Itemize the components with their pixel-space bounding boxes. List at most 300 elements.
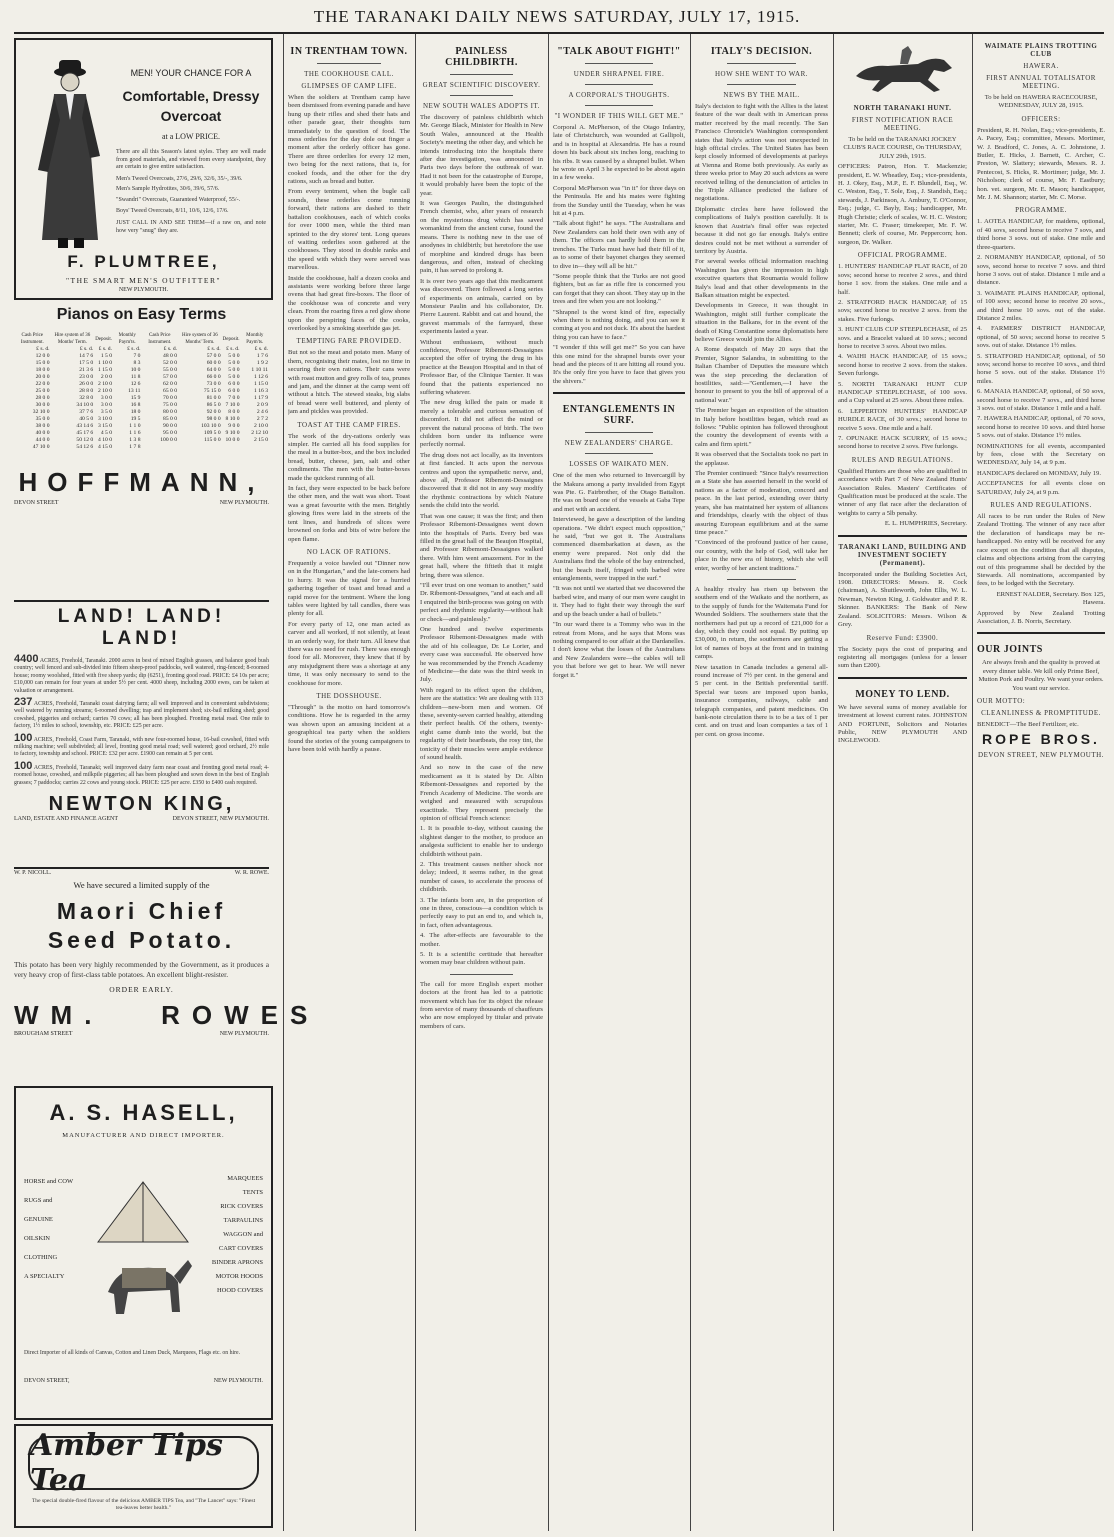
paragraph: "Some people think that the Turks are not good fighters, but as far as rifle fire is concerned you can forget that they can shoot. They stay up in the trees and fire when you are not looking." [553, 272, 685, 306]
trotting-sub: FIRST ANNUAL TOTALISATOR MEETING. [986, 74, 1096, 90]
paragraph: It is over two years ago that this medicament was discovered. There followed a long series of experiments on animals, carried on by Monsieur Paulin and his collaborator, Dr. Pierre Laurent. Rabbit and cat and hound, the gravest mammals of the farmyard, these experiments lasted a year. [420, 277, 543, 336]
paragraph: Inside the cookhouse, half a dozen cooks and assistants were working before three large ovens that had great fire-boxes. The floor of the cookhouse was of concrete and very clean. From the roaring fires a red glow shone upon the perspiring faces of the cooks, overlooked by a smoking steerhide gas jet. [288, 274, 410, 332]
price-table-cell: 10 0 [130, 367, 141, 373]
hoffmann-name: HOFFMANN, [18, 467, 265, 497]
seed-potato-advertisement [14, 870, 320, 1080]
motto-label: OUR MOTTO: [977, 696, 1026, 705]
land-entry [14, 653, 269, 695]
price-table-cell: 75 15 0 [203, 388, 221, 394]
price-table-cell: 70 0 0 [163, 395, 178, 401]
article-subheading: NEW ZEALANDERS' CHARGE. [564, 439, 674, 448]
price-table-cell: 13 11 [128, 388, 141, 394]
price-table-cell: 44 0 0 [35, 437, 50, 443]
paragraph: One of the men who returned to Invercargill by the Makura among a party invalided from Egypt was Pte. G. Fairbrother, of the Otago Battalion. He was on board one of the vessels at Gaba Tepe and met with an accident. [553, 472, 685, 513]
price-table-cell: 9 0 0 [228, 423, 240, 429]
plumtree-item: Boys' Tweed Overcoats, 8/11, 10/6, 12/6, 17/6. [116, 207, 229, 214]
plumtree-advertisement [14, 38, 273, 300]
price-table-cell: 109 5 0 [203, 430, 221, 436]
hasell-right-item: BINDER APRONS [211, 1259, 263, 1266]
price-table-cell: 8 0 0 [228, 409, 240, 415]
paragraph: "It was not until we started that we discovered the barbed wire, and many of our men were caught in it. They had to fight their way through the surf and up the beach under a hail of bullets." [553, 585, 685, 618]
column-divider [690, 34, 691, 1531]
paragraph: With regard to its effect upon the children, here are the statistics: We are dealing with 113 children—new-born men and women. Of these, seventy-seven carried healthy, attending their perfect health. Of the others, twenty-eight came dumb into the world, but the regularity of their heartbeats, the rosy tint, the tonicity of their muscles were ample evidence of sound health. [420, 686, 543, 762]
paragraph: The discovery of painless childbirth which Mr. George Black, Minister for Health in New South Wales, announced at the Health Society's meeting the other day, and which he intends introducing into the hospitals there after due investigation, was announced in Paris two days before the outbreak of war. Had it not been for the catastrophe of Europe, it would probably have been the topic of the year. [420, 114, 543, 197]
price-table-cell: 2 0 0 [100, 374, 112, 380]
paragraph: The work of the dry-rations orderly was simpler. He carried all his food supplies for the meal in a butter-box, and the box included bread, butter, cheese, jam, salt and other condiments. The men with the butter-boxes made the quickest running of all. [288, 432, 410, 482]
paragraph: The Premier continued: "Since Italy's resurrection as a State she has asserted herself in the world of nations as a factor of moderation, concord and peace. In the last period, extending over thirty years, she has maintained her system of alliances and friendships, clearly with the object of thus assuring European equilibrium and at the same time peace." [695, 470, 828, 536]
land-entry-acres: 237 [14, 696, 33, 709]
price-table-cell: 1 3 8 [129, 437, 141, 443]
north-taranaki-hunt-advertisement [838, 36, 967, 1530]
butcher-footer: BENEDICT—The Beef Fertilizer, etc. [977, 720, 1079, 728]
price-table-cell: 3 0 0 [100, 402, 112, 408]
price-table-cell: 3 10 0 [98, 416, 112, 422]
newton-king-agent: LAND, ESTATE AND FINANCE AGENT [14, 816, 119, 823]
price-table-cell: 3 0 0 [100, 395, 112, 401]
article-subheading: UNDER SHRAPNEL FIRE. [573, 70, 665, 78]
paragraph: Developments in Greece, it was thought in Washington, might still further complicate the situation in the Balkans, for in the event of the death of King Constantine some diplomatists here believe Greece would join the Allies. [695, 302, 828, 343]
column-divider [283, 34, 284, 1531]
paragraph: It was Georges Paulin, the distinguished French chemist, who, after years of research on the mysterious drug which has saved womankind from the ancient curse, found the means. There is nothing new in the use of anodynes in childbirth; but heretofore the use of morphine and kindred drugs has been dangerous, and often, instead of checking pain, it has served to prolong it. [420, 200, 543, 275]
hasell-right-item: TENTS [242, 1189, 263, 1196]
hasell-footer: Direct Importer of all kinds of Canvas, Cotton and Linen Duck, Marquees, Flags etc. on hire. [24, 1350, 241, 1356]
article-painless-childbirth [420, 36, 543, 1530]
race-officers: OFFICERS: Patron, Hon. T. Mackenzie; president, E. W. Wheatley, Esq.; vice-presidents, H. J. Okey, Esq., M.P., E. F. Blundell, Esq., W. C. Weston, Esq., T. Sole, Esq., J. Standish, Esq.; stewards, J. Parkinson, A. Ambury, T. O'Connor, Esq.; judge, C. Bayly, Esq.; handicapper, Mr. Hugh Christie; clerk of scales, W. H. C. Weston; starter, Mr. C. Fraser; timekeeper, Mr. F. W. Bennett; clerk of course, Mr. Peppercorn; hon. surgeon, Dr. Walker. [838, 163, 967, 246]
newton-king-land-advertisement [14, 600, 269, 869]
land-entry-text: ACRES, Freehold, Taranaki. 2000 acres in best of mixed English grasses, and balance good bush country; well fenced and sub-divided into fifteen sheep-proof paddocks, well watered, ring-fenced; 8-roomed house; roomy woolshed, fitted with five sheep yards; dip (6251), fronting good road. PRICE: £4 10s per acre; £10,000 can remain for four years at under 5½ per cent. 4000 sheep, including 2000 ewes, can be taken at valuation or arrangement. [14, 658, 269, 694]
plumtree-item: Men's Tweed Overcoats, 27/6, 29/6, 32/6, 35/-, 39/6. [116, 175, 243, 182]
horse-and-tent-illustration [88, 1172, 198, 1332]
price-table-cell: 6 0 0 [228, 381, 240, 387]
rules-text: All races to be run under the Rules of New Zealand Trotting. The winner of any race after the declaration of handicaps may be re-handicapped. No entry will be received for any race except on the condition that all disputes, claims and objections arising from the carrying out of this programme shall be decided by the Stewards. All nominations, accompanied by fees, to be lodged with the Secretary. [977, 513, 1105, 588]
price-table-cell: 1 7 8 [129, 444, 141, 450]
price-table-row [14, 430, 269, 437]
price-table-cell: 25 0 0 [35, 388, 50, 394]
piano-price-table [14, 332, 269, 451]
land-heading: LAND! LAND! LAND! [57, 606, 226, 649]
price-table-row [14, 374, 269, 381]
trotting-approved: Approved by New Zealand Trotting Association, J. B. Norris, Secretary. [977, 609, 1105, 625]
article-quote: "I WONDER IF THIS WILL GET ME." [554, 112, 684, 120]
price-table-cell: 2 7 2 [256, 416, 268, 422]
trotting-heading: WAIMATE PLAINS TROTTING CLUB [984, 42, 1098, 58]
man-in-overcoat-illustration [26, 60, 108, 250]
price-table-cell: 62 0 0 [163, 381, 178, 387]
price-table-cell: 5 0 0 [228, 374, 240, 380]
price-table-cell: 28 0 0 [35, 395, 50, 401]
price-table-cell: 38 0 0 [35, 423, 50, 429]
reserve-fund: Reserve Fund: £3900. [866, 633, 939, 642]
column-divider [548, 34, 549, 1531]
price-table-cell: 7 10 0 [225, 402, 240, 408]
paragraph: "Convinced of the profound justice of her cause, our country, with the help of God, will take her place in the new era of history, which she will enter, worthy of her ancient traditions." [695, 539, 828, 572]
land-society-body: Incorporated under the Building Societies Act, 1908. DIRECTORS: Messrs. R. Cock (chairman), A. Shuttleworth, John Ellis, W. L. Newman, Newton King, J. Goldwater and P. R. Skinner. BANKERS: The Bank of New Zealand. SOLICITORS: Messrs. Wilson & Grey. [838, 570, 967, 629]
paragraph: 3. The infants born are, in the proportion of one in three, conscious—a condition which is perfectly easy to put an end to, and which is, in fact, often advantageous. [420, 896, 543, 929]
price-table-cell: 85 0 0 [163, 416, 178, 422]
paragraph: Corporal A. McPherson, of the Otago Infantry, late of Christchurch, was wounded at Gallipoli, and is in hospital at Alexandria. He has a round down his back about six inches long, reaching to his ribs. It was caused by a shrapnel bullet. When he wrote on April 3 he expected to be about again in a few weeks. [553, 124, 685, 182]
newton-king-address: DEVON STREET, NEW PLYMOUTH. [172, 816, 269, 823]
price-table-cell: 32 10 0 [32, 409, 50, 415]
price-table-cell: 43 14 6 [76, 423, 94, 429]
price-table-cell: 1 17 9 [254, 395, 268, 401]
price-table-cell: 4 15 0 [98, 444, 112, 450]
paragraph: The new drug killed the pain or made it merely a tolerable and curious sensation of discomfort. It did not affect the mind or prevent the natural process of birth. The two children born under its influence were perfectly normal. [420, 399, 543, 449]
masthead-rule [14, 32, 1104, 34]
race-intro: To be held on the TARANAKI JOCKEY CLUB'S RACE COURSE, On THURSDAY, JULY 29th, 1915. [843, 136, 962, 160]
price-table-header: Cash Price Instrument. [20, 333, 44, 345]
section-heading: THE DOSSHOUSE. [316, 692, 382, 700]
paragraph: Frequently a voice bawled out "Dinner now on in the Hungarian," and the late-comers had to hurry. It was the signal for a hurried gathering together of toast and bread and a rapid move for the tentment. Where the long tables were lighted by tall candles, there was plenty for all. [288, 559, 410, 618]
price-table-cell: 1 10 11 [251, 367, 268, 373]
section-heading: TOAST AT THE CAMP FIRES. [297, 420, 401, 429]
price-table-cell: 10 0 0 [225, 437, 240, 443]
price-table-header: Hire system of 36 Months' Term. [54, 333, 91, 345]
rowes-name: WM. ROWES [14, 1000, 320, 1030]
paragraph: "I'll ever trust on one woman to another," said Dr. Ribemont-Dessaignes, "and at each and all I enquired the birth-process was going on with perfect and rhythmic regularity—without halt or check—and painlessly." [420, 581, 543, 623]
price-table-cell: 22 0 0 [35, 381, 50, 387]
price-table-header: Monthly Paym'ts. [246, 333, 264, 345]
hasell-right-item: WAGGON and [223, 1231, 263, 1238]
price-table-cell: 4 5 0 [100, 430, 112, 436]
price-table-cell: 35 0 0 [35, 416, 50, 422]
price-table-row [14, 367, 269, 374]
price-table-cell: 92 0 0 [206, 409, 221, 415]
price-table-cell: 12 0 0 [35, 353, 50, 359]
land-entry-acres: 100 [14, 759, 33, 772]
race-entry: 4. FARMERS' DISTRICT HANDICAP, optional, of 50 sovs; second horse to receive 5 sovs. out of stake. Distance 1½ miles. [977, 325, 1105, 350]
price-table-cell: 54 12 6 [76, 444, 94, 450]
price-table-cell: 2 4 6 [256, 409, 268, 415]
hasell-right-item: MARQUEES [227, 1175, 263, 1182]
price-table-row [14, 437, 269, 444]
article-italys-decision [695, 36, 828, 1530]
rules-text: Qualified Hunters are those who are qualified in accordance with Part 7 of New Zealand Hunts' Association Rules. Masters' Certificates of Qualification must be produced at the scale. The winner of any flat race after the declaration of weights to carry a 5lb penalty. [838, 467, 967, 517]
price-table-row [14, 388, 269, 395]
price-table-cell: 1 16 3 [254, 388, 268, 394]
seed-order: ORDER EARLY. [109, 985, 174, 994]
masthead [0, 0, 1114, 34]
price-table-cell: 80 0 0 [163, 409, 178, 415]
price-table-cell: 15 0 0 [35, 360, 50, 366]
price-table-header: Monthly Paym'ts. [118, 333, 136, 345]
price-table-cell: 8 3 [133, 360, 141, 366]
price-table-cell: £ s. d. [207, 346, 221, 352]
plumtree-body: There are all this Season's latest styles. They are well made from good materials, and viewed from every standpoint, they are certain to give entire satisfaction. [116, 149, 266, 171]
price-table-cell: £ s. d. [254, 346, 268, 352]
paragraph: For every party of 12, one man acted as carver and all worked, if not silently, at least in an orderly way, for their turn. All knew that there was no need for rush. There was enough food for all. Moreover, they knew that if by any misjudgment there was a shortage at any time, it was only necessary to send to the cookhouse for more. [288, 620, 410, 687]
price-table-cell: 103 10 0 [201, 423, 221, 429]
race-entry: 7. HAWERA HANDICAP, optional, of 70 sovs, second horse to receive 10 sovs. and third horse 5 sovs. out of stake. Distance 1½ miles. [977, 415, 1105, 440]
price-table-cell: 1 15 0 [98, 367, 112, 373]
race-entry: 7. OPUNAKE HACK SCURRY, of 15 sovs.; second horse to receive 2 sovs. Five furlongs. [838, 435, 967, 451]
nominations: NOMINATIONS for all events, accompanied by fees, close with the Secretary on WEDNESDAY, July 14, at 9 p.m. [977, 442, 1105, 467]
hasell-left-item: GENUINE [24, 1216, 53, 1223]
race-entry: 5. STRATFORD HANDICAP, optional, of 50 sovs; second horse to receive 10 sovs., and third horse 5 sovs. out of the stake. Distance 1½ miles. [977, 352, 1105, 385]
price-table-cell: 98 0 0 [206, 416, 221, 422]
land-society-heading: TARANAKI LAND, BUILDING AND INVESTMENT SOCIETY (Permanent). [838, 542, 967, 567]
column-divider [833, 34, 834, 1531]
race-entry: 6. LEPPERTON HUNTERS' HANDICAP HURDLE RACE, of 30 sovs.; second horse to receive 5 sovs. One mile and a half. [838, 407, 967, 432]
price-table-cell: 1 1 6 [129, 430, 141, 436]
plumtree-name: F. PLUMTREE, [67, 252, 220, 271]
price-table-row [14, 444, 269, 451]
seed-line1: Maori Chief [56, 898, 227, 924]
price-table-cell: 18 0 [130, 409, 141, 415]
land-entry [14, 696, 269, 731]
price-table-header: Deposit. [222, 336, 240, 342]
money-to-lend-heading: MONEY TO LEND. [855, 688, 950, 700]
price-table-cell: 37 7 6 [79, 409, 94, 415]
price-table-row [14, 409, 269, 416]
article-subheading: GREAT SCIENTIFIC DISCOVERY. [422, 81, 541, 89]
trotting-sub: HAWERA. [1023, 62, 1059, 70]
column-divider [415, 34, 416, 1531]
seed-intro: We have secured a limited supply of the [73, 880, 210, 890]
article-heading: ITALY'S DECISION. [710, 46, 813, 57]
hasell-left-item: CLOTHING [24, 1254, 58, 1261]
plumtree-town: NEW PLYMOUTH. [118, 287, 169, 293]
price-table-row [14, 353, 269, 360]
article-heading: IN TRENTHAM TOWN. [290, 46, 408, 57]
newton-king-name: NEWTON KING, [48, 793, 235, 816]
price-table-cell: 50 12 0 [76, 437, 94, 443]
price-table-cell: 28 8 0 [79, 388, 94, 394]
hasell-left-item: RUGS and [24, 1197, 53, 1204]
price-table-cell: 65 0 0 [163, 388, 178, 394]
race-entry: 1. HUNTERS' HANDICAP FLAT RACE, of 20 sovs; second horse to receive 2 sovs., and third horse 1 sov. from the stakes. One mile and a half. [838, 263, 967, 296]
paragraph: 5. It is a scientific certitude that hereafter women may bear children without pain. [420, 951, 543, 967]
price-table-cell [222, 444, 241, 451]
land-entry [14, 759, 269, 787]
hasell-left-list [24, 1172, 73, 1286]
race-heading: NORTH TARANAKI HUNT. [853, 104, 952, 112]
paragraph: 1. It is possible to-day, without causing the slightest danger to the mother, to produce an analgesia sufficient to enable her to undergo childbirth without pain. [420, 825, 543, 858]
race-entry: 6. MANAIA HANDICAP, optional, of 50 sovs, second horse to receive 7 sovs., and third horse 3 sovs. out of stake. Distance 1 mile and a half. [977, 388, 1105, 412]
officers-text: President, R. H. Nolan, Esq.; vice-presidents, E. A. Pacey, Esq.; committee, Messrs. Mortimer, W. J. Bradford, C. Jones, A. C. Johnstone, J. Butler, E. Hicks, J. Barnett, C. Archer, C. Preston, W. Slattery; stewards, Messrs. R. J. Pentecost, S. Hicks, R. Mortimer; judge, Mr. J. Nicholson; clerk of course, Mr. F. Eastbury; hon. vet. surgeon, Mr. E. Mason; handicapper, Mr. J. M. Shannon; starter, Mr. C. Morse. [977, 126, 1105, 202]
price-table-cell: 48 0 0 [163, 353, 178, 359]
price-table-row [14, 381, 269, 388]
price-table-cell: 95 0 0 [163, 430, 178, 436]
land-entry [14, 731, 269, 759]
handicaps: HANDICAPS declared on MONDAY, July 19. [977, 469, 1101, 477]
race-entry: 3. HUNT CLUB CUP STEEPLECHASE, of 25 sovs. and a Bracelet valued at 10 sovs.; second horse to receive 3 sovs. About two miles. [838, 326, 967, 350]
rowes-town: NEW PLYMOUTH. [219, 1031, 269, 1037]
hasell-town: NEW PLYMOUTH. [213, 1378, 263, 1384]
price-table-row [14, 423, 269, 430]
price-table-cell: 18 0 0 [35, 367, 50, 373]
paragraph: A healthy rivalry has risen up between the southern end of the Waikato and the northern, as to the supply of funds for the Waitemata Fund for Wounded Soldiers. The southerners state that the northerners had put up a record of £21,000 for a day, which they could not equal. By putting up £30,000, in return, the southerners are getting a lot of names of boys at the front and in training camps. [695, 585, 828, 661]
land-entry-text: ACRES, Freehold, Coast Farm, Taranaki, with new four-roomed house, 16-bail cowshed, fitted with milking machine; well subdivided; all level, fronting good metal road; well watered; good orchard, 2½ mile to factory, township and school. PRICE: £32 per acre. £1900 can remain at 5 per cent. [14, 736, 269, 758]
paragraph: "In our ward there is a Tommy who was in the retreat from Mons, and he says that Mons was nothing compared to our affair at the Dardanelles. I don't know what the losses of the Australians and New Zealanders were—the cables will tell you that before we get to hear. We will never forget it." [553, 621, 685, 679]
price-table-cell: 86 5 0 [206, 402, 221, 408]
rope-bros-address: DEVON STREET, NEW PLYMOUTH. [978, 751, 1104, 760]
land-entry-text: ACRES, Freehold, Taranaki; well improved dairy farm near coast and fronting good metal road; 4-roomed house, cowshed, and milkpile piggeries; all has been ploughed and sown down in the best of English grasses; 7 paddocks; carries 22 cows and young stock. PRICE: £25 per acre. £350 to £400 cash required. [14, 764, 269, 786]
paragraph: Corporal McPherson was "in it" for three days on the Peninsula. He and his mates were fighting from the Sunday until the Tuesday, when he was hit at 4 p.m. [553, 184, 685, 218]
price-table-cell: 3 5 0 [100, 409, 112, 415]
paragraph: "Through" is the motto on hard tomorrow's conditions. How he is regarded in the army was shown upon an amusing incident at a geographical tea party when the soldiers found the stories of the young campaigners to have been told with hardly a pause. [288, 704, 410, 754]
paragraph: "Talk about fight!" he says. "The Australians and New Zealanders can hold their own with any of them. The officers can hardly hold them in the trenches. The Turks must have had their fill of it, as to some of their bayonet charges they seemed to dive in—they will all be hit." [553, 220, 685, 270]
price-table-cell: 64 0 0 [206, 367, 221, 373]
paragraph: A Rome despatch of May 20 says that the Premier, Signor Salandra, in submitting to the Italian Chamber of Deputies the measure which was the step preceding the declaration of hostilities, said:—"Gentlemen,—I have the honour to present to you the bill of approval of a national war." [695, 346, 828, 404]
trotting-secretary: ERNEST NALDER, Secretary. Box 125, Hawera. [996, 590, 1105, 607]
price-table-cell: 12 6 [130, 381, 141, 387]
amber-tips-footer: The special double-fired flavour of the delicious AMBER TIPS Tea, and "The Lancet" says: "Finest tea-leaves better health." [31, 1498, 256, 1511]
price-table-cell: 57 0 0 [206, 353, 221, 359]
price-table-header: Cash Price Instrument. [148, 333, 172, 345]
price-table-cell: 57 0 0 [163, 374, 178, 380]
paragraph: The Premier began an exposition of the situation in Italy before hostilities began, which read as follows: "Public opinion has followed throughout the country the development of events with a calm and firm spirit." [695, 407, 828, 448]
paragraph: Italy's decision to fight with the Allies is the latest feature of the war dealt with in American press matter received by the mail recently. The San Francisco Chronicle's Washington correspondent states that Italy's action was not unexpected in high official circles. The United States has been kept closely informed of developments at parleys at Vienna and Rome both previously. As early as three weeks prior to May 20 such advices as were received telling of the denunciation of articles in the Triple Alliance predicted the failure of negotiations. [695, 103, 828, 203]
price-table-cell: 32 8 0 [79, 395, 94, 401]
seed-right-name: W. R. ROWE. [234, 870, 269, 876]
race-entry: 3. WAIMATE PLAINS HANDICAP, optional, of 100 sovs; second horse to receive 20 sovs., and third horse 10 sovs. out of the stake. Distance 2 miles. [977, 289, 1105, 322]
paragraph: Interviewed, he gave a description of the landing operations. "We didn't expect much opposition," he said, "but we got it. The Australians commenced disembarkation at dawn, as the enemy were prepared. Not only did the Australians find the whole of the bay entrenched, but the beach itself, fringed with barbed wire entanglements, were trapped in the surf." [553, 516, 685, 583]
paragraph: The drug does not act locally, as its inventors at first fancied. It acts upon the nervous centres and upon the sympathetic nerve, and, above all, Professor Ribemont-Dessaignes discovered that it did not in any way modify the rhythmic contractions by which Nature sends the child into the world. [420, 451, 543, 510]
price-table-cell: 1 9 2 [256, 360, 268, 366]
plumtree-line2: Comfortable, Dressy [122, 88, 260, 104]
section-heading: NO LACK OF RATIONS. [306, 547, 392, 556]
price-table-cell: 8 10 0 [225, 416, 240, 422]
money-to-lend-body: We have several sums of money available for investment at lowest current rates. JOHNSTON AND FORTUNE, Solicitors and Notaries Public, NEW PLYMOUTH AND INGLEWOOD. [838, 703, 967, 745]
price-table-header: Hire system of 36 Months' Term. [182, 333, 218, 345]
rope-bros-name: ROPE BROS. [982, 731, 1100, 748]
paragraph: It was observed that the Socialists took no part in the applause. [695, 451, 828, 467]
seed-left-name: W. P. NICOLL. [14, 870, 52, 876]
price-table-cell: £ s. d. [127, 346, 141, 352]
paragraph: From every tentment, when the bugle call sounds, these orderlies come running forward, their rations are dashed to their battalion cookhouses, each of which cooks for over 1000 men, while the third man sprinted to the dry stores' tent. Long queues of waiting orderlies soon gathered at the cookhouses. They stood in double ranks and the speed with which they were served was marvellous. [288, 188, 410, 272]
article-heading: "TALK ABOUT FIGHT!" [557, 46, 681, 57]
plumtree-line3: Overcoat [160, 108, 222, 124]
hasell-left-item: OILSKIN [24, 1235, 50, 1242]
hasell-street: DEVON STREET, [24, 1378, 70, 1384]
price-table-cell: 20 0 0 [35, 374, 50, 380]
price-table-cell: 21 3 6 [79, 367, 94, 373]
plumtree-item: "Swandri" Overcoats, Guaranteed Waterproof, 55/-. [116, 196, 241, 203]
price-table-header: Deposit. [95, 336, 112, 342]
paragraph: New taxation in Canada includes a general all-round increase of 7½ per cent. in the general and 5 per cent. in the British preferential tariff. Special war taxes are imposed upon banks, insurance companies, railways, cable and telegraph companies, and patent medicines. On bank-note circulation there is to be a tax of 1 per cent. and on trust and loan companies a tax of 1 per cent. on gross income. [695, 663, 828, 738]
paragraph: 2. This treatment causes neither shock nor delay; indeed, it seems rather, in the great number of cases, to accelerate the process of childbirth. [420, 860, 543, 894]
price-table-cell: 9 10 0 [225, 430, 240, 436]
price-table-cell: 1 7 6 [256, 353, 268, 359]
amber-tips-tea-advertisement [14, 1424, 273, 1528]
price-table-cell: 66 0 0 [206, 374, 221, 380]
price-table-cell: 26 0 0 [79, 381, 94, 387]
price-table-cell: 2 10 0 [98, 381, 112, 387]
hasell-right-item: CART COVERS [218, 1245, 263, 1252]
land-entry-text: ACRES, Freehold, Taranaki coast dairying farm; all well improved and in convenient subdivisions; well watered by running streams; 6-roomed dwelling; trap and implement shed; six-bail milking shed; good cowshed, piggeries and orchard; carries 70 cows; all has been ploughed. Fronting metal road. One mile to factory, 1½ miles to school, township, etc. PRICE: £25 per acre. [14, 701, 269, 730]
price-table-cell: 4 10 0 [98, 437, 112, 443]
land-entry-acres: 4400 [14, 653, 39, 665]
trotting-sub: To be held on HAWERA RACECOURSE, WEDNESDAY, JULY 28, 1915. [984, 94, 1098, 110]
racehorse-and-rider-illustration [848, 46, 958, 94]
price-table-cell: 40 5 0 [79, 416, 94, 422]
hoffmann-town: NEW PLYMOUTH. [219, 500, 269, 506]
price-table-cell: 1 12 6 [254, 374, 268, 380]
hasell-name: A. S. HASELL, [49, 1100, 238, 1125]
price-table-cell: 5 0 0 [228, 353, 240, 359]
waimate-plains-trotting-advertisement [977, 36, 1105, 1530]
price-table-cell: 75 0 0 [163, 402, 178, 408]
article-subheading: LOSSES OF WAIKATO MEN. [569, 460, 669, 469]
price-table-cell: 7 0 0 [228, 395, 240, 401]
hasell-right-list [212, 1172, 263, 1298]
rowes-street: BROUGHAM STREET [14, 1031, 73, 1037]
seed-line2: Seed Potato. [47, 927, 236, 953]
price-table-cell: 1 15 0 [254, 381, 268, 387]
joints-heading: OUR JOINTS [977, 644, 1043, 656]
paragraph: 4. The after-effects are favourable to the mother. [420, 932, 543, 948]
price-table-cell [240, 444, 269, 451]
plumtree-tagline: "THE SMART MEN'S OUTFITTER" [65, 276, 222, 285]
paragraph: "I wonder if this will get me?" So you can have this one mind for the shrapnel bursts over your head and the pieces of it are hitting all round you. It's the only fire you have to face that gives you the shivers." [553, 344, 685, 385]
price-table-row [14, 416, 269, 423]
price-table-cell: 1 1 0 [129, 423, 141, 429]
price-table-cell: 2 0 9 [256, 402, 268, 408]
price-table-cell: 5 0 0 [228, 367, 240, 373]
price-table-cell: 52 0 0 [163, 360, 178, 366]
race-entry: 2. NORMANBY HANDICAP, optional, of 50 sovs, second horse to receive 7 sovs. and third horse 3 sovs. out of stake. Distance 1 mile and a distance. [977, 254, 1105, 287]
race-entry: 5. NORTH TARANAKI HUNT CUP HANDICAP STEEPLECHASE, of 100 sovs. and a Cup valued at 25 sovs. About three miles. [838, 380, 967, 405]
hasell-subtitle: MANUFACTURER AND DIRECT IMPORTER. [62, 1132, 225, 1139]
price-table-cell: £ s. d. [226, 346, 240, 352]
article-subheading: A CORPORAL'S THOUGHTS. [568, 91, 670, 99]
race-title: FIRST NOTIFICATION RACE MEETING. [851, 116, 954, 132]
price-table-cell: 19 5 [130, 416, 141, 422]
price-table-row [14, 360, 269, 367]
article-subheading: THE COOKHOUSE CALL. [304, 70, 394, 78]
paragraph: But not so the meat and potato men. Many of them, recognising their mates, lost no time in securing their own rations. Their cans were with roast mutton and grey rolls of tea, prunes and jam, and the dinner at the camp went off without a hitch. The stewed steaks, big slabs of bread were well buttered, and plenty of jam and pickles was provided. [288, 349, 410, 416]
price-table-cell: 15 9 [130, 395, 141, 401]
plumtree-line4: at a LOW PRICE. [161, 132, 221, 141]
section-heading: TEMPTING FARE PROVIDED. [296, 337, 402, 346]
price-table-cell: 55 0 0 [163, 367, 178, 373]
price-table-cell: £ s. d. [98, 346, 112, 352]
price-table-cell: 23 0 0 [79, 374, 94, 380]
price-table-cell: 30 0 0 [35, 402, 50, 408]
hoffmann-pianos-advertisement [14, 302, 269, 592]
hasell-right-item: HOOD COVERS [216, 1287, 263, 1294]
price-table-cell: 90 0 0 [163, 423, 178, 429]
article-heading: PAINLESS CHILDBIRTH. [445, 46, 518, 68]
masthead-title: THE TARANAKI DAILY NEWS SATURDAY, JULY 17, 1915. [313, 7, 801, 26]
price-table-cell: 17 5 0 [79, 360, 94, 366]
price-table-cell: 6 0 0 [228, 388, 240, 394]
price-table-cell: 11 8 [130, 374, 141, 380]
paragraph: One hundred and twelve experiments Professor Ribemont-Dessaignes made with the aid of his colleague, Dr. Le Lorier, and every case was successful. He observed how he was recommended by the French Academy of Medicine—the date was the third week in July. [420, 625, 543, 684]
program-heading: PROGRAMME. [1015, 206, 1067, 215]
amber-tips-tea-name: Amber Tips Tea [30, 1428, 223, 1498]
hasell-right-item: RICK COVERS [220, 1203, 263, 1210]
program-heading: OFFICIAL PROGRAMME. [857, 251, 948, 260]
paragraph: Diplomatic circles here have followed the complications of Italy's position carefully. It is known that Austria's final offer was rejected because it did not go far enough. Italy's entire desires could not be met without a surrender of territory by Austria. [695, 205, 828, 255]
plumtree-item: Men's Sample Hydrotites, 30/6, 39/6, 57/6. [116, 186, 220, 193]
land-entries [14, 653, 269, 787]
paragraph: In fact, they were expected to be back before the other men, and the wait was short. Toast was a great favourite with the men. Brightly glowing fires were laid in the streets of the tent lines, and hundreds of slices were browned on forks and bits of wire before the open flame. [288, 485, 410, 543]
price-table-cell: 1 5 0 [100, 353, 112, 359]
paragraph: That was one cause; it was the first; and then Professor Ribemont-Dessaignes went down into the hospitals of Paris. Every bed was filled in the great hall of the Beaujon Hospital, and Professor Ribemont-Dessaignes walked there. With him went amazement. For in the great hall, where the fiftieth that it might bring, there was silence. [420, 512, 543, 579]
article-heading: ENTANGLEMENTS IN SURF. [562, 404, 676, 427]
price-table-cell: 1 10 0 [98, 360, 112, 366]
acceptances: ACCEPTANCES for all events close on SATURDAY, July 24, at 9 p.m. [977, 480, 1105, 496]
motto-text: CLEANLINESS & PROMPTITUDE. [981, 708, 1101, 717]
race-entry: 4. WAIHI HACK HANDICAP, of 15 sovs.; second horse to receive 2 sovs. from the stakes. Seven furlongs. [838, 353, 967, 378]
land-entry-acres: 100 [14, 731, 33, 744]
hasell-right-item: TARPAULINS [223, 1217, 263, 1224]
officers-heading: OFFICERS: [1021, 114, 1061, 123]
paragraph: When the soldiers at Trentham camp have been dismissed from evening parade and have hung up their rifles and shed their hats and other parade gear, their thoughts turn immediately to the question of food. The mess orderlies for the day dole out finger a moment after the orderly officer has gone. There are three orderlies for every 12 men, two being for the next rations, that is, for cooked foods, and the other for the dry rations, such as bread and butter. [288, 94, 410, 186]
hoffmann-street: DEVON STREET [14, 500, 59, 506]
price-table-cell [141, 444, 178, 451]
